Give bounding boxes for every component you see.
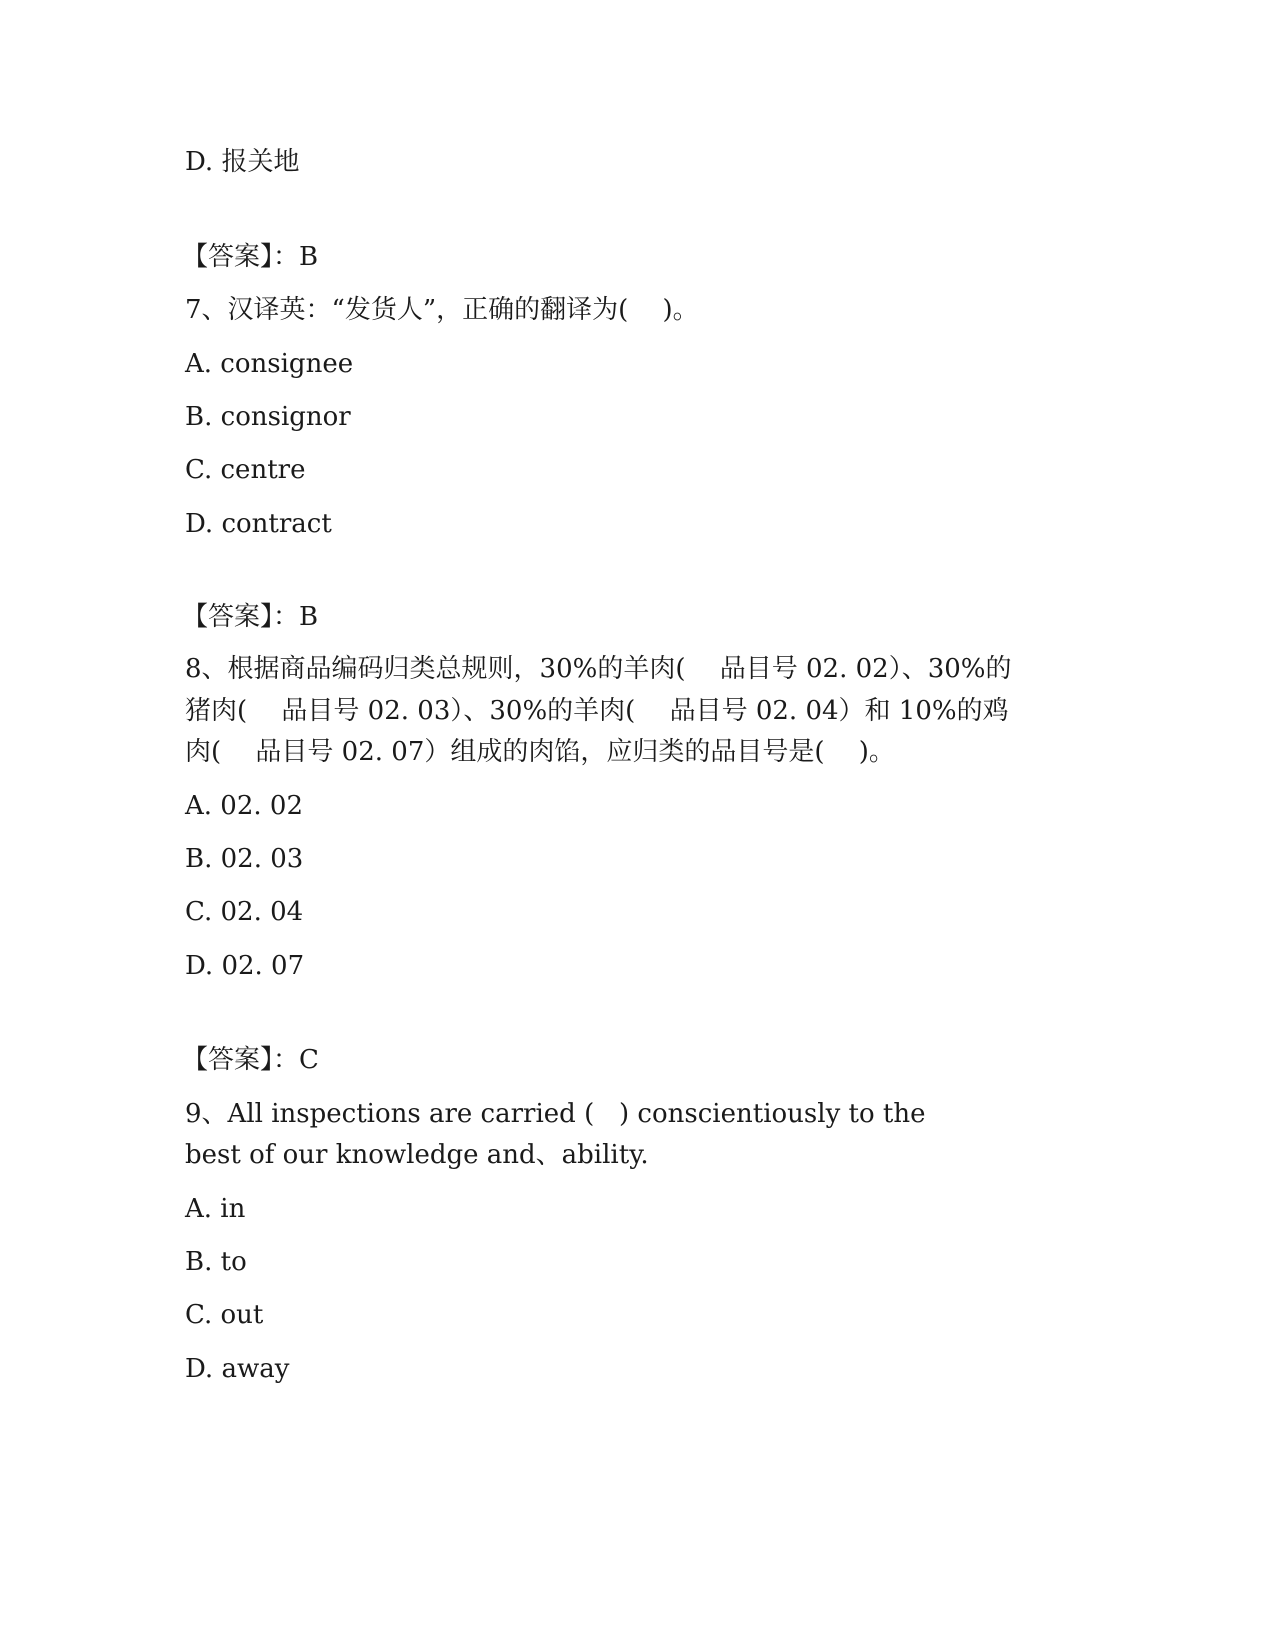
q8-stem-line-2: 猪肉( 品目号 02. 03）、30%的羊肉( 品目号 02. 04）和 10%的鸡 (185, 696, 1009, 726)
q7-option-a: A. consignee (185, 349, 354, 379)
q9-option-d: D. away (185, 1354, 290, 1384)
q9-option-a: A. in (185, 1194, 246, 1224)
q7-stem: 7、汉译英：“发货人”，正确的翻译为( )。 (185, 295, 699, 325)
q8-option-c: C. 02. 04 (185, 897, 304, 927)
q7-answer: 【答案】：B (182, 602, 319, 632)
q8-stem-line-3: 肉( 品目号 02. 07）组成的肉馅，应归类的品目号是( )。 (185, 737, 895, 767)
q8-answer: 【答案】：C (182, 1045, 319, 1075)
q9-stem-line-2: best of our knowledge and、ability. (185, 1140, 649, 1170)
q8-option-a: A. 02. 02 (185, 791, 304, 821)
q7-option-c: C. centre (185, 455, 306, 485)
q9-stem-line-1: 9、All inspections are carried ( ) conscientiously to the (185, 1099, 926, 1129)
q9-option-c: C. out (185, 1300, 264, 1330)
q9-option-b: B. to (185, 1247, 247, 1277)
q6-option-d: D. 报关地 (185, 147, 300, 177)
q8-stem-line-1: 8、根据商品编码归类总规则，30%的羊肉( 品目号 02. 02）、30%的 (185, 654, 1012, 684)
q6-answer: 【答案】：B (182, 242, 319, 272)
q7-option-d: D. contract (185, 509, 332, 539)
q8-option-d: D. 02. 07 (185, 951, 305, 981)
q8-option-b: B. 02. 03 (185, 844, 304, 874)
q7-option-b: B. consignor (185, 402, 351, 432)
